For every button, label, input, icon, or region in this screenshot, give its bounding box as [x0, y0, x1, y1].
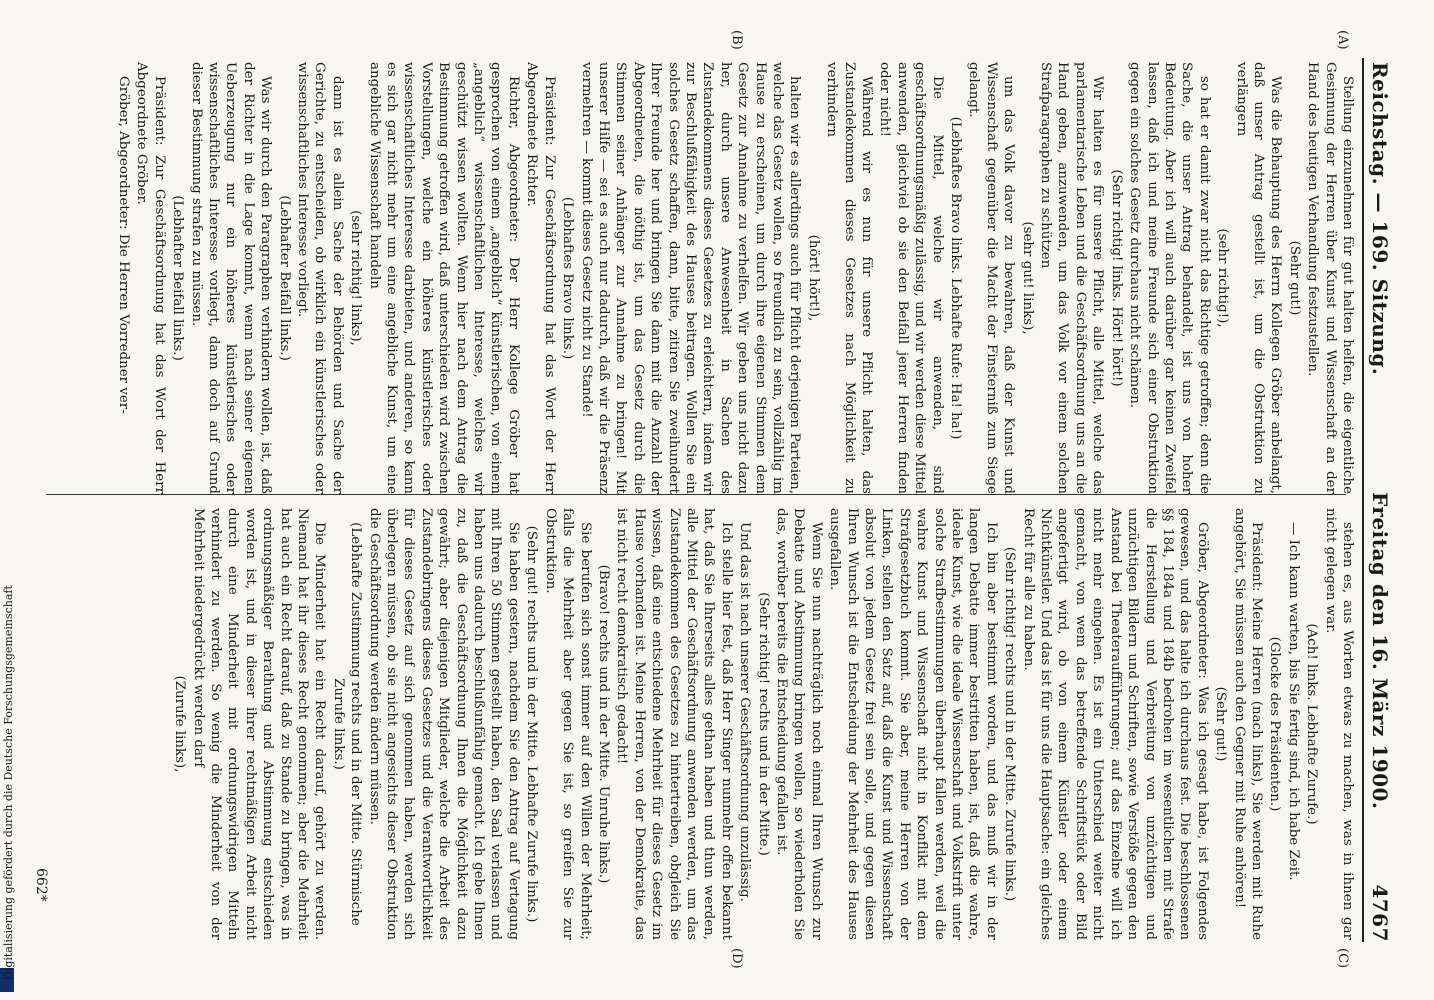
dfg-footer: Digitalisierung gefördert durch die Deutsche Forschungsgemeinschaft: [2, 585, 15, 980]
header-rule: [1362, 58, 1364, 942]
paragraph: Die Minderheit hat ein Recht darauf, gehört zu werden. Niemand hat ihr dieses Recht genommen; aber die Mehrheit hat auch ein Recht darauf, daß zu Stande zu bringen, was in ordnungsmäßiger Berathung und Abstimmung entschieden worden ist, und in dieser ihrer rechtmäßigen Arbeit nicht durch eine Minderheit mit ordnungswidrigen Mitteln verhindert zu werden. So wenig die Minderheit von der Mehrheit niedergedrückt werden darf: [190, 508, 328, 940]
paragraph: um das Volk davor zu bewahren, daß der Kunst und Wissenschaft gegenüber die Macht der Finsterniß zum Siege gelangt.: [966, 62, 1017, 494]
paragraph: (Lebhaftes Bravo links.): [560, 196, 576, 360]
header-page-number: 4767: [1368, 884, 1392, 942]
paragraph: (Sehr gut! rechts und in der Mitte. Lebhafte Zurufe links.): [524, 525, 540, 923]
paragraph: Wir halten es für unsere Pflicht, alle Mittel, welche das parlamentarische Leben und die Geschäftsordnung uns an die Hand geben, anzuwenden, um das Volk vor einem solchen Strafparagraphen zu schützen: [1038, 62, 1106, 494]
paragraph: dann ist es allein Sache der Behörden und Sache der Gerichte, zu entscheiden, ob wirklich ein künstlerisches oder wissenschaftliches Interesse vorliegt.: [295, 62, 345, 494]
paragraph: Ich stelle hier fest, daß Herr Singer nunmehr offen bekannt hat, daß Sie Ihrerseits alles gethan haben und thun werden, alle Mittel der Geschäftsordnung anwenden werden, um das Zustandekommen des Gesetzes zu hintertreiben, obgleich Sie wissen, daß eine entschiedene Mehrheit für dieses Gesetz im Hause vorhanden ist. Meine Herren, von der Demokratie, das ist nicht recht demokratisch gedacht!: [614, 508, 734, 940]
paragraph: (Lebhafte Zustimmung rechts und in der Mitte. Stürmische Zurufe links.): [330, 522, 364, 926]
paragraph: Gröber, Abgeordneter: Was ich gesagt habe, ist Folgendes gewesen, und das halte ich durchaus fest. Die beschlossenen §§ 184, 184a und 184b bedrohen im wesentlichen mit Strafe die Herstellung und Verbreitung von unzüchtigen und unzüchtigen Bildern und Schriften, sowie Verstöße gegen den Anstand bei Theateraufführungen; auf das Einzelne will ich nicht mehr eingehen. Es ist ein Unterschied weiter nicht gemacht, von wem das betreffende Schriftstück oder Bild angefertigt wird, ob von einem Künstler oder einem Nichtkünstler. Und das ist für uns die Hauptsache: ein gleiches Recht für alle zu haben.: [1020, 508, 1210, 940]
page-signature: 662*: [33, 868, 49, 902]
paragraph: Stellung einzunehmen für gut halten helfen, die eigentliche Gesinnung der Herren über Kunst und Wissenschaft an der Hand des heutigen Verhandlung festzustellen.: [1305, 62, 1355, 494]
paragraph: Was die Behauptung des Herrn Kollegen Gröber anbelangt, daß unser Antrag gestellt ist, um die Obstruktion zu verlängern: [1233, 62, 1284, 494]
paragraph: (Sehr gut!): [1286, 240, 1302, 316]
paragraph: (sehr richtig!),: [1215, 228, 1231, 328]
column-left: [26, 62, 1356, 494]
paragraph: (Sehr richtig! rechts und in der Mitte.): [755, 592, 771, 856]
margin-mark-d: (D): [729, 948, 744, 969]
paragraph: Präsident: Meine Herren (nach links), Sie werden mit Ruhe angehört, Sie müssen auch den Gegner mit Ruhe anhören!: [1231, 508, 1264, 940]
column-right: [66, 508, 1356, 940]
paragraph: (hört! hört!),: [805, 234, 821, 322]
paragraph: (Sehr richtig! rechts und in der Mitte. Zurufe links.): [1002, 546, 1018, 902]
header-date: Freitag den 16. März 1900.: [1368, 492, 1392, 810]
paragraph: (Zurufe links),: [172, 675, 188, 773]
paragraph: (Sehr richtig! links. Hört! hört!): [1108, 169, 1124, 387]
paragraph: Gröber, Abgeordneter: Die Herren Vorredner ver-: [115, 76, 131, 414]
paragraph: Wenn Sie nun nachträglich noch einmal Ihren Wunsch zur Debatte und Abstimmung bringen wollen, so wiederholen Sie das, worüber bereits die Entscheidung gefallen ist.: [774, 508, 824, 940]
paragraph: Richter, Abgeordneter: Der Herr Kollege Gröber hat gesprochen von einem „angeblich“ künstlerischen, von einem „angeblich“ wissenschaftlichen Interesse, welches wir geschützt wissen wollten. Wenn hier nach dem Antrag die Bestimmung getroffen wird, daß unterschieden wird zwischen Vorstellungen, welche ein höheres künstlerisches oder wissenschaftliches Interesse darbieten, und anderen, so kann es sich gar nicht mehr um eine angebliche Kunst, um eine angebliche Wissenschaft handeln: [366, 62, 521, 494]
margin-mark-c: (C): [1335, 948, 1350, 969]
margin-mark-b: (B): [729, 30, 744, 50]
paragraph: Präsident: Zur Geschäftsordnung hat das Wort der Herr Abgeordnete Richter.: [524, 62, 557, 494]
paragraph: Präsident: Zur Geschäftsordnung hat das Wort der Herr Abgeordnete Gröber.: [134, 62, 167, 494]
paragraph: Und das ist nach unserer Geschäftsordnung unzulässig.: [737, 522, 753, 902]
paragraph: (Lebhaftes Bravo links. Lebhafte Rufe: Ha! ha!): [948, 116, 964, 440]
paragraph: Sie haben gestern, nachdem Sie den Antrag auf Vertagung mit Ihren 50 Stimmen gestellt haben, den Saal verlassen und haben uns dadurch beschlußunfähig gemacht. Ich gebe Ihnen zu, daß die Geschäftsordnung Ihnen die Möglichkeit dazu gewährt; aber diejenigen Mitglieder, welche die Arbeit des Zustandebringens dieses Gesetzes und die Verantwortlichkeit für dieses Gesetz auf sich genommen haben, werden sich überlegen müssen, ob sie nicht angesichts dieser Obstruktion die Geschäftsordnung werden ändern müssen.: [366, 508, 521, 940]
column-divider: [46, 494, 1346, 495]
paragraph: (Lebhafter Beifall links.): [170, 195, 186, 361]
paragraph: Die Mittel, welche wir anwenden, sind geschäftsordnungsmäßig zulässig, und wir werden diese Mittel anwenden, gleichviel ob sie den Beifall jener Herren finden oder nicht!: [877, 62, 945, 494]
paragraph: Sie berufen sich sonst immer auf den Willen der Mehrheit; falls die Mehrheit aber gegen Sie ist, so greifen Sie zur Obstruktion.: [542, 508, 593, 940]
paragraph: (Ach! links. Lebhafte Zurufe.): [1304, 623, 1320, 825]
paragraph: (Lebhafter Beifall links.): [276, 195, 292, 361]
paragraph: (Glocke des Präsidenten.): [1267, 636, 1283, 812]
paragraph: so hat er damit zwar nicht das Richtige getroffen; denn die Sache, die unser Antrag behandelt, ist uns von hoher Bedeutung. Aber ich will auch darüber gar keinen Zweifel lassen, daß ich und meine Freunde sich einer Obstruktion gegen ein solches Gesetz durchaus nicht schämen.: [1127, 62, 1212, 494]
running-header: [1366, 62, 1396, 942]
paragraph: stehen es, aus Worten etwas zu machen, was in ihnen gar nicht gelegen war.: [1322, 508, 1355, 940]
paragraph: (Sehr gut!): [1213, 686, 1229, 762]
paragraph: (Bravo! rechts und in der Mitte. Unruhe links.): [595, 564, 611, 884]
margin-mark-a: (A): [1335, 30, 1350, 50]
paragraph: (sehr richtig! links),: [348, 210, 364, 346]
paragraph: — Ich kann warten, bis Sie fertig sind, ich habe Zeit.: [1285, 522, 1301, 881]
header-left: Reichstag. — 169. Sitzung.: [1368, 62, 1392, 376]
paragraph: Ich bin aber bestimmt worden, und das muß wir in der langen Debatte immer bestritten haben, ist, daß die wahre, ideale Kunst, wie die ideale Wissenschaft und Volkstrift unter solche Strafbestimmungen überhaupt fallen werden, weil die wahre Kunst und Wissenschaft nicht in Konflikt mit dem Strafgesetzbuch kommt. Sie aber, meine Herren von der Linken, stellen den Satz auf, daß die Kunst und Wissenschaft absolut von jedem Gesetz frei sein solle, und gegen diesen Ihren Wunsch ist die Entscheidung der Mehrheit des Hauses ausgefallen.: [827, 508, 999, 940]
paragraph: Was wir durch den Paragraphen verhindern wollen, ist, daß der Richter in die Lage kommt, wenn nach seiner eigenen Ueberzeugung nur ein höheres künstlerisches oder wissenschaftliches Interesse vorliegt, dann doch auf Grund dieser Bestimmung strafen zu müssen.: [188, 62, 274, 494]
paragraph: (sehr gut! links),: [1019, 221, 1035, 335]
paragraph: halten wir es allerdings auch für Pflicht derjenigen Parteien, welche das Gesetz wollen, so freundlich zu sein, vollzählig im Hause zu erscheinen, um durch ihre eigenen Stimmen dem Gesetz zur Annahme zu verhelfen. Wir geben uns nicht dazu her, durch unsere Anwesenheit in Sachen des Zustandekommens dieses Gesetzes zu erleichtern, indem wir zur Beschlußfähigkeit des Hauses beitragen. Wollen Sie ein solches Gesetz schaffen, dann, bitte, zitiren Sie zweihundert Ihrer Freunde her und bringen Sie dann mit die Anzahl der Abgeordneten, die nöthig ist, um das Gesetz durch die Stimmen seiner Anhänger zur Annahme zu bringen! Mit unserer Hilfe — sei es auch nur dadurch, daß wir die Präsenz vermehren — kommt dieses Gesetz nicht zu Stande!: [578, 62, 803, 494]
paragraph: Während wir es nun für unsere Pflicht halten, das Zustandekommen dieses Gesetzes nach Möglichkeit zu verhindern: [824, 62, 875, 494]
